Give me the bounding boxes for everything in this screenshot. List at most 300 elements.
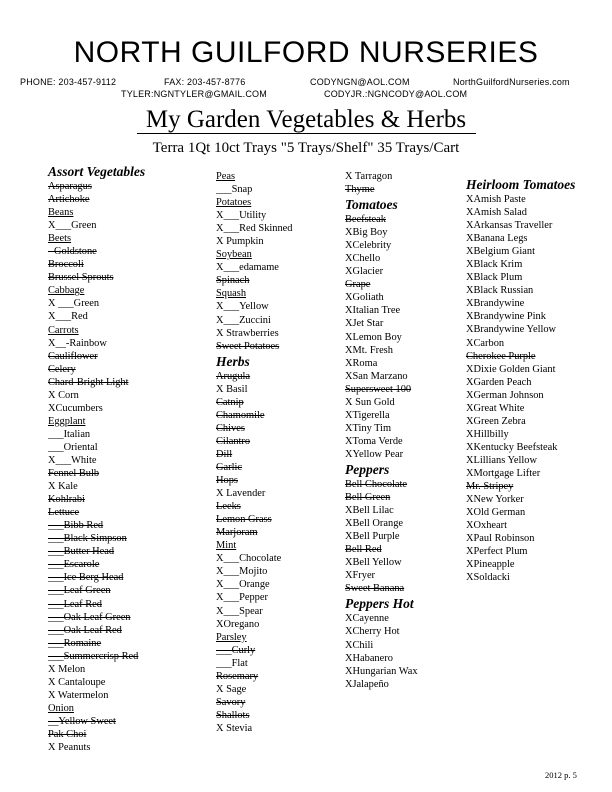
list-item-label: ___Bibb Red [48,520,104,532]
list-item-unavailable [216,274,292,287]
list-item-label: XHabanero [345,652,393,664]
list-item-label: ___Curly [216,644,256,656]
tray-info: Terra 1Qt 10ct Trays "5 Trays/Shelf" 35 Trays/Cart [152,140,460,156]
list-item [345,370,418,383]
list-item-unavailable [48,532,145,545]
list-item-label: XOld German [466,507,526,519]
list-item-unavailable [48,624,145,637]
list-item-unavailable [216,396,292,409]
list-item-label: Potatoes [216,197,252,209]
list-item [48,663,145,676]
list-item [345,357,418,370]
list-item-label: Peas [216,171,236,182]
list-item [216,327,292,340]
list-item [48,232,145,245]
list-item [345,504,418,517]
list-item-label: XKentucky Beefsteak [466,441,558,453]
list-item-label: X___edamame [216,262,279,274]
list-item-label: Supersweet 100 [345,383,412,395]
list-item-unavailable [48,245,145,258]
list-item-label: XCarbon [466,337,505,349]
fax-number: FAX: 203-457-8776 [164,77,246,87]
list-item-label: Pak Choi [48,728,87,740]
list-item [466,402,575,415]
list-item [466,193,575,206]
email-tyler: TYLER:NGNTYLER@GMAIL.COM [121,89,267,99]
list-item-label: Sweet Banana [345,583,405,595]
list-item-label: XChello [345,253,381,265]
list-item-label: Cilantro [216,435,251,447]
list-item-label: ___Butter Head [48,546,115,558]
list-item [48,702,145,715]
list-item [345,265,418,278]
list-item [466,310,575,323]
list-item-label: Parsley [216,631,247,643]
list-item [345,652,418,665]
list-item-label: Rosemary [216,670,259,682]
list-item [48,480,145,493]
list-item-unavailable [216,409,292,422]
list-item [345,448,418,461]
list-item-label: ___Romaine [48,637,102,649]
list-item-label: XBrandywine [466,298,525,310]
list-item-label: XGoliath [345,292,384,304]
list-item-unavailable [345,213,418,226]
list-item [345,665,418,678]
list-item-label: X Basil [216,383,248,395]
list-item [216,248,292,261]
list-item-label: XBlack Plum [466,272,523,284]
list-item-label: XBell Purple [345,531,400,543]
list-item-label: Savory [216,696,246,708]
list-item-label: XGlacier [345,266,384,278]
list-item-label: XTigerella [345,409,390,421]
list-item-label: XGreat White [466,402,525,414]
list-item-label: ___Escarole [48,559,100,571]
list-item [345,556,418,569]
list-item-unavailable [466,480,575,493]
list-item-label: Cauliflower [48,350,98,362]
list-item [345,317,418,330]
list-item-unavailable [48,350,145,363]
list-item [466,571,575,584]
list-item-label: XPerfect Plum [466,546,528,558]
list-item-unavailable [345,478,418,491]
list-item-label: X___White [48,454,97,466]
page-footer: 2012 p. 5 [545,770,577,780]
list-item-label: XBrandywine Pink [466,311,546,323]
list-item [216,300,292,313]
list-item-label: XGerman Johnson [466,389,544,401]
list-item [345,435,418,448]
list-item [466,415,575,428]
list-item [345,530,418,543]
list-item-label: Bell Chocolate [345,478,408,490]
list-item-label: X___Utility [216,210,267,222]
list-item-label: Arugula [216,370,251,382]
list-item [48,324,145,337]
list-item [216,487,292,500]
list-item-label: XLemon Boy [345,331,402,343]
list-item-label: Chamomile [216,409,265,421]
list-item-label: Asparagus [48,181,92,192]
list-item-label: XBell Orange [345,518,403,530]
list-item-label: Mr. Stripey [466,481,514,493]
list-item-label: Leeks [216,501,241,513]
list-item-label: Brussel Sprouts [48,272,114,284]
list-item-label: Garlic [216,461,242,473]
list-item [48,454,145,467]
list-item [216,683,292,696]
list-item [466,389,575,402]
list-item-unavailable [345,278,418,291]
list-item [48,676,145,689]
list-item-label: X Melon [48,663,86,675]
list-item-label: XMortgage Lifter [466,467,541,479]
list-item-label: X__-Rainbow [48,337,107,349]
list-item-label: X___Yellow [216,301,269,313]
list-item [466,441,575,454]
list-item-label: ___Flat [216,657,248,669]
list-item [466,323,575,336]
list-item-label: X Corn [48,389,79,401]
list-item-unavailable [216,448,292,461]
section-heading-peppers: Peppers [345,461,390,477]
list-item-unavailable [48,493,145,506]
list-item [466,363,575,376]
list-item-unavailable [48,611,145,624]
list-item [345,639,418,652]
list-item-unavailable [345,582,418,595]
list-item-unavailable [48,650,145,663]
list-item-label: XChili [345,639,374,651]
list-item-label: ___Oriental [48,441,98,453]
list-item [466,297,575,310]
list-item-label: Lettuce [48,507,80,519]
list-item [345,226,418,239]
list-item-label: Chives [216,422,245,434]
document-subtitle: My Garden Vegetables & Herbs [145,106,467,133]
list-item [48,389,145,402]
list-item-unavailable [216,696,292,709]
list-item-label: XAmish Paste [466,194,526,205]
list-item-label: XJet Star [345,318,384,330]
list-item [216,591,292,604]
list-item-label: XBig Boy [345,227,388,239]
section-heading-tomatoes: Tomatoes [345,197,398,213]
list-item-unavailable [216,340,292,353]
list-item-label: X___Pepper [216,592,268,604]
list-item-unavailable [48,506,145,519]
list-item [466,467,575,480]
column-3 [345,170,418,691]
list-item [216,722,292,735]
list-item [466,245,575,258]
list-item-label: Bell Red [345,544,382,556]
subtitle-underline [137,133,476,134]
list-item [466,258,575,271]
list-item-label: XLillians Yellow [466,454,538,466]
list-item-label: Catnip [216,396,244,408]
list-item [216,261,292,274]
list-item-label: XBanana Legs [466,233,528,245]
list-item-label: Beans [48,207,74,219]
list-item-label: X___Red Skinned [216,223,293,235]
list-item-label: X___Red [48,311,88,323]
section-heading-peppers-hot: Peppers Hot [345,596,414,612]
list-item [48,310,145,323]
list-item [345,396,418,409]
list-item-unavailable [48,715,145,728]
list-item-label: XDixie Golden Giant [466,363,556,375]
list-item-unavailable [48,571,145,584]
column-2 [216,170,292,735]
list-item-unavailable [48,519,145,532]
list-item-unavailable [216,370,292,383]
list-item [345,291,418,304]
list-item [48,428,145,441]
list-item [345,252,418,265]
list-item-label: Shallots [216,709,250,721]
list-item [216,578,292,591]
list-item-unavailable [216,709,292,722]
list-item-unavailable [466,350,575,363]
section-heading-herbs: Herbs [216,353,250,369]
list-item-label: Artichoke [48,194,90,206]
section-heading-heirloom-tomatoes: Heirloom Tomatoes [466,177,576,192]
list-item-label: Grape [345,279,371,291]
list-item-label: X___Spear [216,605,263,617]
website: NorthGuilfordNurseries.com [453,77,570,87]
list-item-label: XSan Marzano [345,370,408,382]
list-item-label: XToma Verde [345,435,403,447]
list-item-unavailable [48,598,145,611]
list-item-label: X Peanuts [48,742,91,754]
list-item-unavailable [48,180,145,193]
list-item [48,402,145,415]
list-item-unavailable [48,584,145,597]
list-item [48,337,145,350]
list-item-unavailable [48,558,145,571]
list-item-label: X ___Green [48,298,100,310]
list-item [48,689,145,702]
list-item [48,219,145,232]
list-item-label: Fennel Bulb [48,468,100,480]
list-item-label: X Cantaloupe [48,676,106,688]
list-item-unavailable [216,644,292,657]
column-1 [48,163,145,754]
list-item [216,618,292,631]
list-item-label: XOxheart [466,520,507,532]
list-item-unavailable [48,271,145,284]
list-item [216,631,292,644]
list-item-label: - Goldstone [48,246,97,258]
list-item-label: XNew Yorker [466,494,524,506]
list-item-unavailable [345,383,418,396]
list-item-unavailable [216,670,292,683]
list-item-label: ___Oak Leaf Green [48,611,131,623]
list-item-label: XBrandywine Yellow [466,324,557,336]
list-item [345,170,418,183]
list-item [466,232,575,245]
list-item-label: __Yellow Sweet [48,715,116,727]
list-item-label: X___Green [48,220,97,232]
list-item-label: ___Leaf Green [48,585,111,597]
list-item-label: XBlack Krim [466,259,523,271]
phone-number: PHONE: 203-457-9112 [20,77,117,87]
list-item-label: X Tarragon [345,171,393,182]
list-item [216,605,292,618]
list-item-label: XFryer [345,570,376,582]
list-item-label: Beets [48,233,72,245]
list-item-label: XCherry Hot [345,626,400,638]
list-item-label: XItalian Tree [345,305,401,317]
list-item [466,376,575,389]
list-item [466,284,575,297]
list-item-label: X Stevia [216,722,253,734]
list-item-label: Mint [216,540,237,552]
list-item-label: XYellow Pear [345,448,404,460]
list-item-label: X Watermelon [48,689,109,701]
list-item [466,545,575,558]
list-item-unavailable [48,376,145,389]
list-item-label: X Lavender [216,488,266,500]
list-item [216,170,292,183]
list-item-label: XBelgium Giant [466,246,535,258]
list-item-unavailable [216,474,292,487]
list-item [216,383,292,396]
list-item [345,625,418,638]
list-item [345,409,418,422]
list-item-label: Squash [216,288,247,300]
list-item [216,235,292,248]
list-item-label: X___Zuccini [216,314,271,326]
list-item [48,297,145,310]
list-item [48,441,145,454]
list-item-label: XHillbilly [466,428,509,440]
list-item [48,415,145,428]
list-item [466,519,575,532]
list-item-label: XHungarian Wax [345,665,418,677]
list-item-label: Soybean [216,249,252,261]
list-item-label: Cherokee Purple [466,350,536,362]
page-title: NORTH GUILFORD NURSERIES [73,36,539,69]
list-item-unavailable [48,637,145,650]
list-item-label: ___Italian [48,428,91,440]
list-item-label: Kohlrabi [48,494,85,506]
list-item-label: ___Summercrisp Red [48,650,139,662]
list-item-label: XGreen Zebra [466,415,526,427]
list-item-label: XBell Yellow [345,557,402,569]
list-item-label: Cabbage [48,285,85,297]
list-item-label: X___Orange [216,579,270,591]
list-item-label: Lemon Grass [216,514,272,526]
list-item-label: XSoldacki [466,572,510,584]
list-item-unavailable [48,467,145,480]
list-item-label: Eggplant [48,415,86,427]
list-item-unavailable [48,545,145,558]
list-item [345,569,418,582]
list-item-label: Thyme [345,184,375,196]
list-item [466,558,575,571]
list-item-unavailable [345,183,418,196]
list-item [216,209,292,222]
section-heading-assort-vegetables: Assort Vegetables [48,164,146,179]
list-item-unavailable [216,435,292,448]
list-item-label: Chard-Bright Light [48,376,129,388]
list-item [216,196,292,209]
list-item [216,565,292,578]
list-item-label: XGarden Peach [466,376,532,388]
list-item-label: Sweet Potatoes [216,340,280,352]
list-item-label: Celery [48,363,76,375]
list-item [48,741,145,754]
email-cody-jr: CODYJR.:NGNCODY@AOL.COM [324,89,468,99]
list-item-label: Spinach [216,275,250,287]
list-item-label: Broccoli [48,259,84,271]
list-item [216,314,292,327]
list-item [466,454,575,467]
list-item [345,612,418,625]
list-item [345,344,418,357]
list-item [345,304,418,317]
list-item-label: XBell Lilac [345,505,394,517]
list-item [216,183,292,196]
list-item-label: X Sage [216,683,247,695]
list-item-label: XTiny Tim [345,422,392,434]
list-item [466,532,575,545]
list-item-label: XCucumbers [48,402,103,414]
list-item-label: X___Chocolate [216,553,282,565]
list-item [466,337,575,350]
list-item [345,422,418,435]
list-item-unavailable [216,513,292,526]
list-item [48,284,145,297]
list-item-label: Bell Green [345,492,391,504]
list-item [216,287,292,300]
list-item-label: XBlack Russian [466,285,534,297]
list-item-unavailable [48,258,145,271]
list-item [216,657,292,670]
list-item [466,206,575,219]
list-item-label: Marjoram [216,527,258,539]
list-item-label: X Kale [48,481,78,493]
list-item-label: ___Black Simpson [48,533,127,545]
list-item-label: XCayenne [345,613,389,625]
list-item-unavailable [216,461,292,474]
list-item-label: ___Snap [216,184,253,196]
list-item-label: XCelebrity [345,240,392,252]
list-item-label: XMt. Fresh [345,344,393,356]
list-item-label: X___Mojito [216,566,268,578]
list-item-unavailable [345,543,418,556]
list-item [466,428,575,441]
list-item-label: X Strawberries [216,327,279,339]
list-item-label: ___Leaf Red [48,598,102,610]
list-item [466,506,575,519]
list-item-label: X Sun Gold [345,396,395,408]
list-item [216,552,292,565]
list-item-label: XAmish Salad [466,207,527,219]
list-item [216,222,292,235]
list-item-unavailable [48,193,145,206]
list-item-label: XOregano [216,618,260,630]
list-item-label: ___Ice Berg Head [48,572,124,584]
list-item-label: Beefsteak [345,214,386,226]
list-item [345,517,418,530]
list-item-label: XArkansas Traveller [466,220,553,232]
list-item [466,493,575,506]
